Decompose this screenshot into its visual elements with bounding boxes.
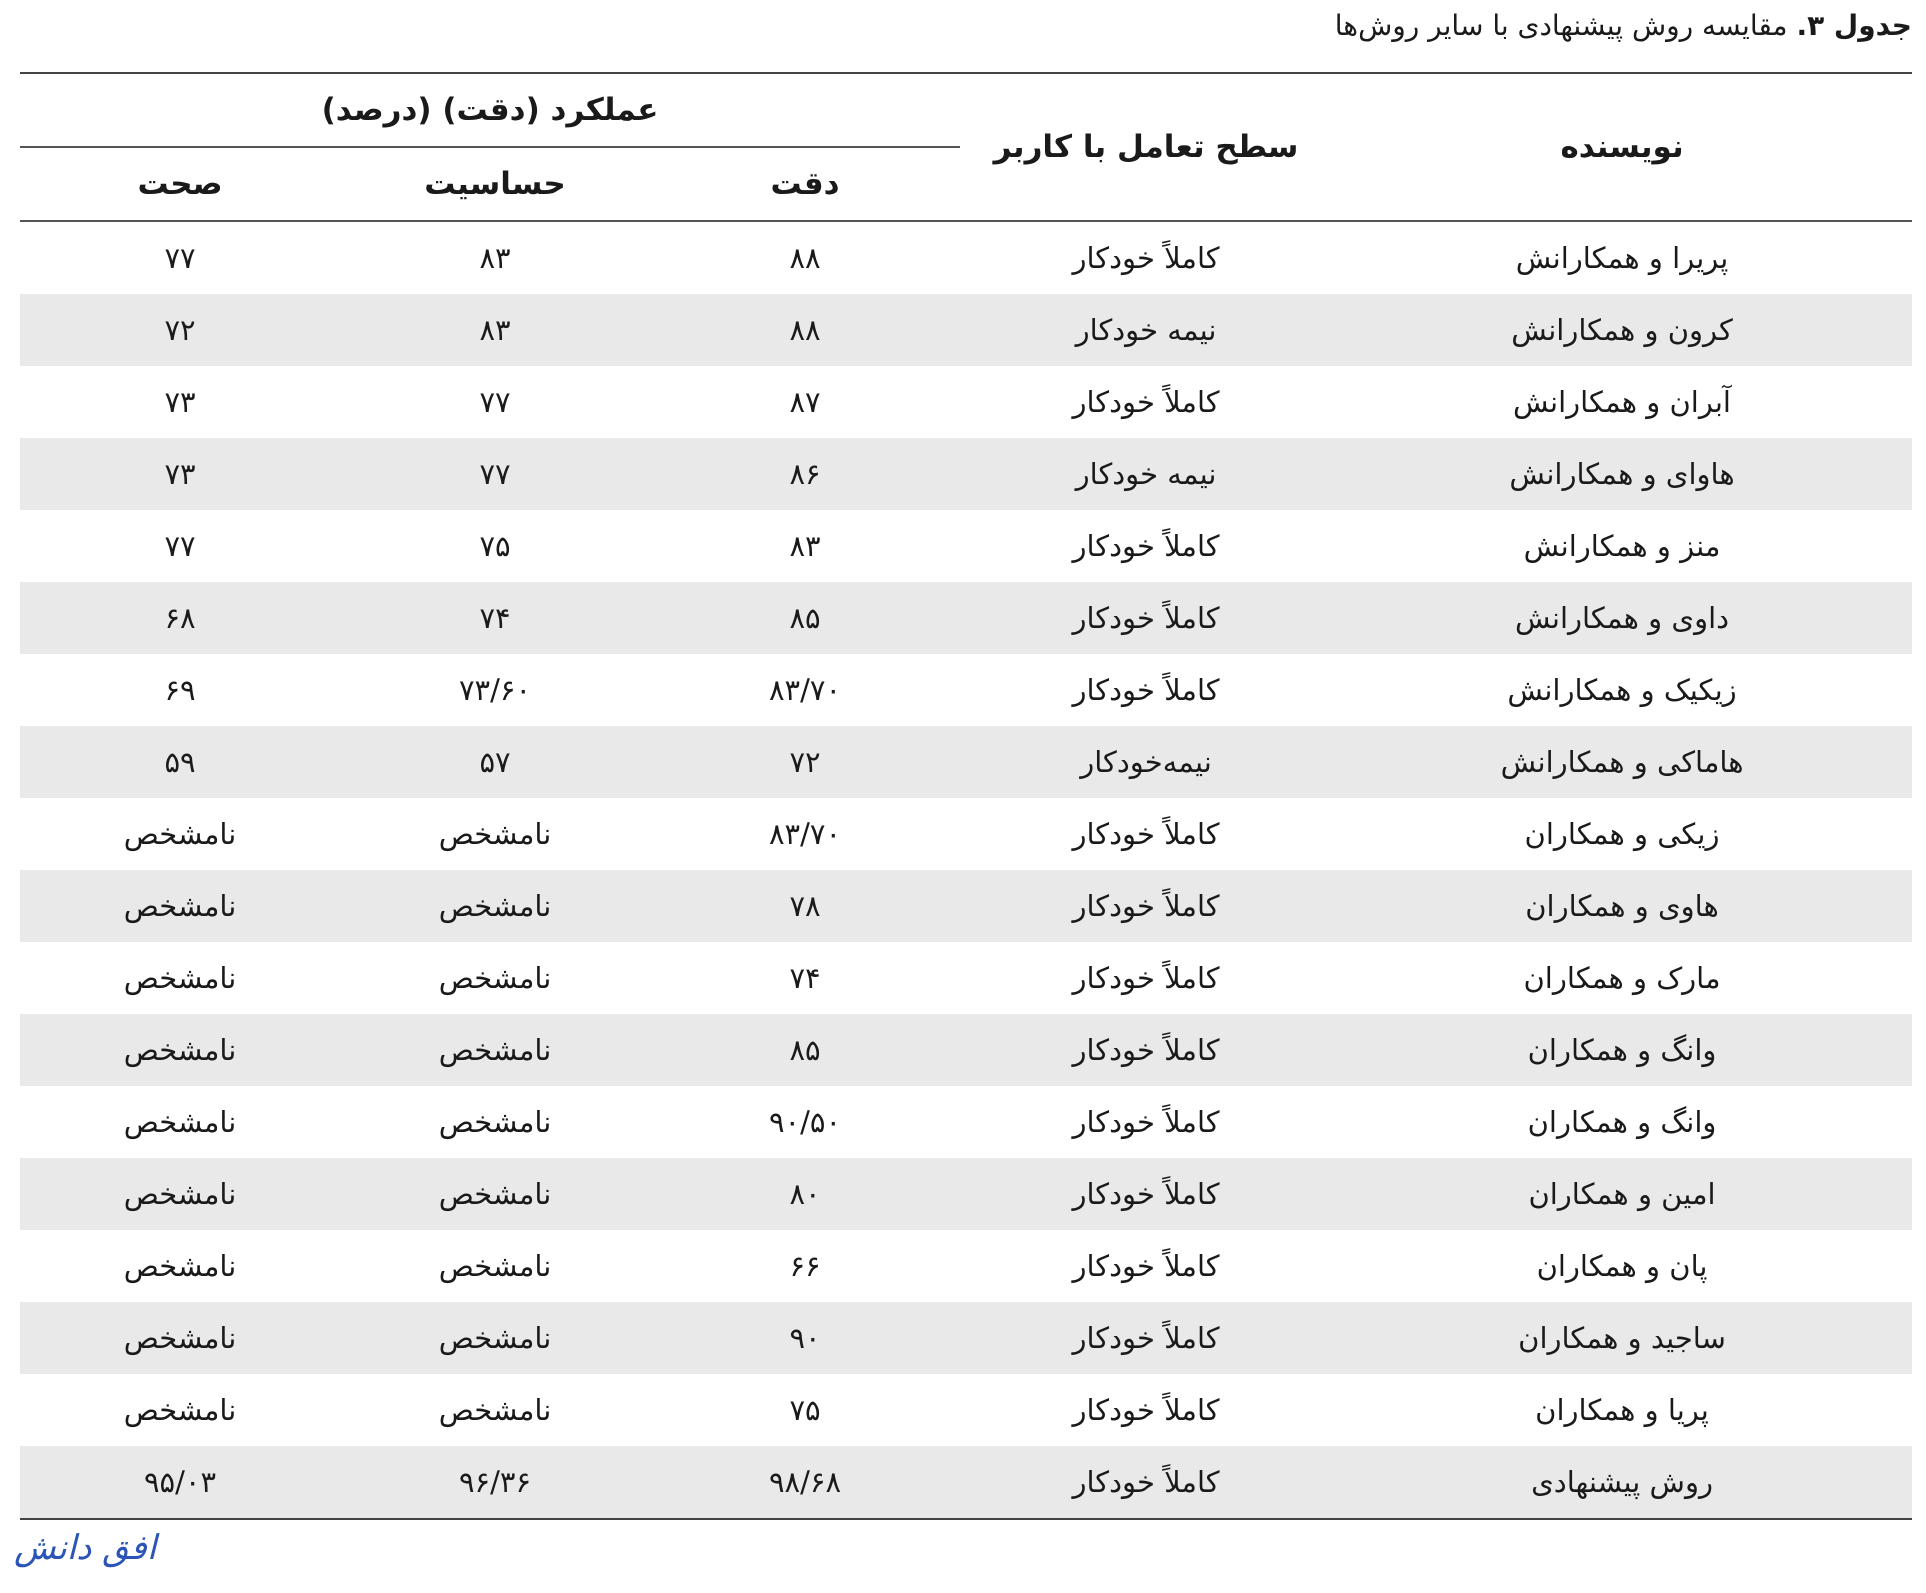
table-row — [20, 870, 1912, 942]
cell-sensitivity: ۸۳ — [479, 241, 511, 275]
cell-precision: ۸۰ — [650, 1158, 960, 1230]
cell-accuracy: ۶۸ — [20, 582, 340, 654]
table-row — [20, 1302, 1912, 1374]
header-precision: دقت — [650, 147, 960, 221]
cell-sensitivity: ۷۷ — [479, 385, 511, 419]
table-row — [20, 438, 1912, 510]
cell-author: منز و همکارانش — [1523, 529, 1721, 563]
cell-interaction-level: نیمه‌خودکار — [960, 726, 1332, 798]
cell-interaction-level: کاملاً خودکار — [960, 582, 1332, 654]
cell-accuracy: ۷۷ — [164, 241, 196, 275]
cell-accuracy: ۹۵/۰۳ — [20, 1446, 340, 1519]
cell-author: پریرا و همکارانش — [1515, 241, 1729, 275]
table-caption — [1335, 6, 1912, 46]
table-row — [20, 582, 1912, 654]
header-accuracy: صحت — [20, 147, 340, 221]
cell-sensitivity: نامشخص — [438, 817, 552, 851]
table-row — [20, 1158, 1912, 1230]
cell-accuracy: ۷۲ — [20, 294, 340, 366]
cell-accuracy: ۵۹ — [20, 726, 340, 798]
cell-precision: ۷۴ — [789, 961, 821, 995]
cell-accuracy: ۷۷ — [164, 529, 196, 563]
table-body — [20, 221, 1912, 1519]
cell-sensitivity: ۹۶/۳۶ — [340, 1446, 650, 1519]
cell-precision: ۸۵ — [650, 582, 960, 654]
cell-author: پان و همکاران — [1536, 1249, 1708, 1283]
table-row — [20, 366, 1912, 438]
cell-accuracy: ۷۳ — [164, 385, 196, 419]
cell-sensitivity: ۷۵ — [479, 529, 511, 563]
table-row — [20, 1374, 1912, 1446]
cell-author: مارک و همکاران — [1523, 961, 1721, 995]
comparison-table — [20, 72, 1912, 1520]
cell-accuracy: نامشخص — [20, 1302, 340, 1374]
cell-interaction-level: کاملاً خودکار — [1072, 673, 1220, 707]
cell-author: هاوی و همکاران — [1332, 870, 1912, 942]
table-header — [20, 73, 1912, 221]
table-row — [20, 1230, 1912, 1302]
cell-sensitivity: نامشخص — [438, 1249, 552, 1283]
header-interaction-level: سطح تعامل با کاربر — [960, 73, 1332, 221]
cell-precision: ۸۳/۷۰ — [768, 817, 842, 851]
cell-author: داوی و همکارانش — [1332, 582, 1912, 654]
cell-author: آبران و همکارانش — [1513, 385, 1731, 419]
cell-precision: ۶۶ — [789, 1249, 821, 1283]
cell-precision: ۸۶ — [650, 438, 960, 510]
cell-precision: ۸۳ — [789, 529, 821, 563]
table-row — [20, 726, 1912, 798]
cell-accuracy: ۶۹ — [164, 673, 196, 707]
cell-interaction-level: کاملاً خودکار — [1072, 1105, 1220, 1139]
cell-precision: ۹۰ — [650, 1302, 960, 1374]
table-row — [20, 798, 1912, 870]
cell-author: روش پیشنهادی — [1332, 1446, 1912, 1519]
cell-sensitivity: ۵۷ — [340, 726, 650, 798]
cell-sensitivity: نامشخص — [438, 1393, 552, 1427]
comparison-table-container — [20, 72, 1912, 1520]
table-row — [20, 510, 1912, 582]
cell-accuracy: نامشخص — [123, 1105, 237, 1139]
table-row — [20, 294, 1912, 366]
cell-author: هاماکی و همکارانش — [1332, 726, 1912, 798]
cell-interaction-level: کاملاً خودکار — [1072, 241, 1220, 275]
cell-sensitivity: نامشخص — [340, 1014, 650, 1086]
cell-accuracy: نامشخص — [20, 1158, 340, 1230]
cell-interaction-level: نیمه خودکار — [960, 294, 1332, 366]
cell-precision: ۷۸ — [650, 870, 960, 942]
cell-precision: ۸۸ — [789, 241, 821, 275]
cell-accuracy: نامشخص — [123, 817, 237, 851]
cell-author: زیکیک و همکارانش — [1507, 673, 1737, 707]
cell-precision: ۸۵ — [650, 1014, 960, 1086]
cell-interaction-level: کاملاً خودکار — [1072, 1393, 1220, 1427]
table-row — [20, 221, 1912, 294]
cell-interaction-level: کاملاً خودکار — [960, 1302, 1332, 1374]
cell-precision: ۹۰/۵۰ — [768, 1105, 842, 1139]
cell-interaction-level: نیمه خودکار — [960, 438, 1332, 510]
cell-interaction-level: کاملاً خودکار — [960, 1158, 1332, 1230]
table-row — [20, 1014, 1912, 1086]
cell-author: هاوای و همکارانش — [1332, 438, 1912, 510]
cell-precision: ۸۷ — [789, 385, 821, 419]
cell-author: زیکی و همکاران — [1524, 817, 1720, 851]
cell-sensitivity: نامشخص — [340, 870, 650, 942]
cell-sensitivity: نامشخص — [340, 1158, 650, 1230]
table-row — [20, 942, 1912, 1014]
cell-accuracy: نامشخص — [20, 870, 340, 942]
cell-author: وانگ و همکاران — [1527, 1105, 1717, 1139]
cell-accuracy: ۷۳ — [20, 438, 340, 510]
cell-interaction-level: کاملاً خودکار — [1072, 529, 1220, 563]
cell-precision: ۹۸/۶۸ — [650, 1446, 960, 1519]
cell-sensitivity: ۷۴ — [340, 582, 650, 654]
cell-author: وانگ و همکاران — [1332, 1014, 1912, 1086]
cell-interaction-level: کاملاً خودکار — [1072, 1249, 1220, 1283]
cell-accuracy: نامشخص — [123, 1393, 237, 1427]
cell-interaction-level: کاملاً خودکار — [1072, 817, 1220, 851]
cell-accuracy: نامشخص — [123, 961, 237, 995]
table-row — [20, 1446, 1912, 1519]
cell-sensitivity: نامشخص — [438, 961, 552, 995]
cell-author: ساجید و همکاران — [1332, 1302, 1912, 1374]
cell-interaction-level: کاملاً خودکار — [1072, 961, 1220, 995]
cell-accuracy: نامشخص — [123, 1249, 237, 1283]
table-row — [20, 1086, 1912, 1158]
cell-sensitivity: نامشخص — [340, 1302, 650, 1374]
cell-precision: ۸۸ — [650, 294, 960, 366]
caption-text: مقایسه روش پیشنهادی با سایر روش‌ها — [1334, 9, 1788, 42]
cell-interaction-level: کاملاً خودکار — [960, 870, 1332, 942]
cell-interaction-level: کاملاً خودکار — [1072, 385, 1220, 419]
cell-interaction-level: کاملاً خودکار — [960, 1446, 1332, 1519]
cell-accuracy: نامشخص — [20, 1014, 340, 1086]
cell-sensitivity: نامشخص — [438, 1105, 552, 1139]
cell-precision: ۷۲ — [650, 726, 960, 798]
header-sensitivity: حساسیت — [340, 147, 650, 221]
cell-author: کرون و همکارانش — [1332, 294, 1912, 366]
caption-label: جدول ۳. — [1796, 9, 1912, 42]
cell-interaction-level: کاملاً خودکار — [960, 1014, 1332, 1086]
cell-sensitivity: ۷۷ — [340, 438, 650, 510]
header-performance-group: عملکرد (دقت) (درصد) — [20, 73, 960, 147]
cell-precision: ۸۳/۷۰ — [768, 673, 842, 707]
table-row — [20, 654, 1912, 726]
journal-logo: افق دانش — [14, 1528, 157, 1568]
cell-sensitivity: ۸۳ — [340, 294, 650, 366]
cell-author: امین و همکاران — [1332, 1158, 1912, 1230]
header-author: نویسنده — [1332, 73, 1912, 221]
cell-author: پریا و همکاران — [1535, 1393, 1709, 1427]
cell-precision: ۷۵ — [789, 1393, 821, 1427]
cell-sensitivity: ۷۳/۶۰ — [458, 673, 532, 707]
